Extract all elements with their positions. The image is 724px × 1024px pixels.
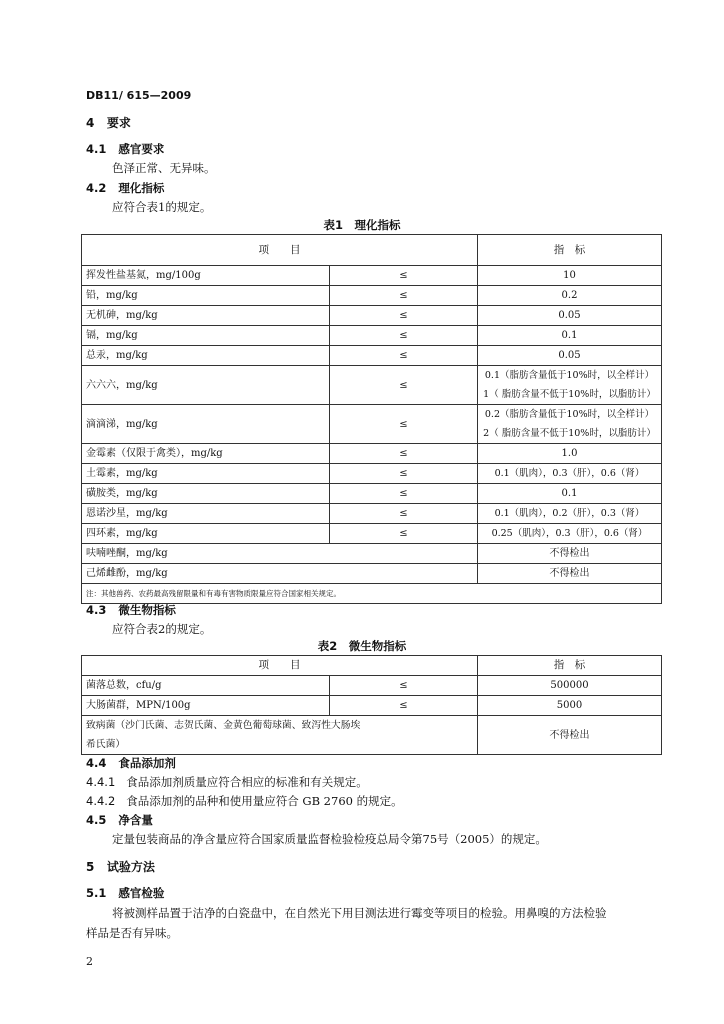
operator-cell: ≤ bbox=[330, 504, 478, 524]
value-cell: 不得检出 bbox=[478, 564, 662, 584]
section-title: 试验方法 bbox=[106, 860, 155, 874]
section-number: 4.4 bbox=[86, 756, 107, 770]
item-cell: 磺胺类，mg/kg bbox=[82, 484, 330, 504]
table-row bbox=[82, 266, 662, 286]
operator-cell: ≤ bbox=[330, 366, 478, 405]
table-row bbox=[82, 544, 662, 564]
item-cell: 铅，mg/kg bbox=[82, 286, 330, 306]
value-cell: 0.25（肌肉），0.3（肝），0.6（肾） bbox=[478, 524, 662, 544]
operator-cell: ≤ bbox=[330, 405, 478, 444]
value-cell: 不得检出 bbox=[478, 544, 662, 564]
section-title: 微生物指标 bbox=[118, 603, 176, 617]
section-title: 感官检验 bbox=[118, 886, 165, 900]
table-row bbox=[82, 564, 662, 584]
operator-cell: ≤ bbox=[330, 286, 478, 306]
section-4-3-body: 应符合表2的规定。 bbox=[112, 622, 212, 636]
section-number: 4.4.2 bbox=[86, 794, 116, 808]
item-cell: 金霉素（仅限于禽类），mg/kg bbox=[82, 444, 330, 464]
section-title: 净含量 bbox=[118, 813, 153, 827]
section-title: 食品添加剂 bbox=[118, 756, 176, 770]
section-body: 食品添加剂质量应符合相应的标准和有关规定。 bbox=[126, 775, 368, 789]
value-cell: 5000 bbox=[478, 696, 662, 716]
value-cell: 0.05 bbox=[478, 306, 662, 326]
item-cell: 挥发性盐基氮，mg/100g bbox=[82, 266, 330, 286]
value-cell: 500000 bbox=[478, 676, 662, 696]
section-number: 4 bbox=[86, 116, 95, 130]
section-title: 要求 bbox=[106, 116, 131, 130]
value-cell bbox=[478, 405, 662, 444]
operator-cell: ≤ bbox=[330, 676, 478, 696]
value-cell: 0.05 bbox=[478, 346, 662, 366]
table-row bbox=[82, 306, 662, 326]
section-4-4-heading bbox=[86, 755, 176, 771]
item-cell: 总汞，mg/kg bbox=[82, 346, 330, 366]
value-cell: 1.0 bbox=[478, 444, 662, 464]
value-cell: 0.1 bbox=[478, 326, 662, 346]
section-4-2-heading bbox=[86, 180, 164, 196]
table-row bbox=[82, 676, 662, 696]
operator-cell: ≤ bbox=[330, 484, 478, 504]
operator-cell: ≤ bbox=[330, 524, 478, 544]
section-number: 4.5 bbox=[86, 813, 107, 827]
section-4-5-body: 定量包装商品的净含量应符合国家质量监督检验检疫总局令第75号（2005）的规定。 bbox=[112, 832, 547, 846]
table-1 bbox=[81, 234, 662, 604]
item-cell: 四环素，mg/kg bbox=[82, 524, 330, 544]
table-row bbox=[82, 696, 662, 716]
section-4-5-heading bbox=[86, 812, 153, 828]
section-5-heading bbox=[86, 858, 155, 875]
value-cell: 0.1 bbox=[478, 484, 662, 504]
section-4-1-body: 色泽正常、无异味。 bbox=[112, 161, 216, 175]
item-cell bbox=[82, 716, 478, 755]
item-line: 致病菌（沙门氏菌、志贺氏菌、金黄色葡萄球菌、致泻性大肠埃 bbox=[86, 720, 361, 731]
value-line: 0.1（脂肪含量低于10%时，以全样计） bbox=[484, 370, 655, 381]
section-4-4-2 bbox=[86, 793, 403, 809]
value-line: 1（ 脂肪含量不低于10%时，以脂肪计） bbox=[483, 389, 656, 400]
table-2 bbox=[81, 655, 662, 755]
section-number: 5.1 bbox=[86, 886, 107, 900]
table-row bbox=[82, 504, 662, 524]
section-number: 5 bbox=[86, 860, 95, 874]
table-2-caption: 表2 微生物指标 bbox=[317, 639, 407, 653]
section-4-heading bbox=[86, 114, 131, 131]
value-cell: 10 bbox=[478, 266, 662, 286]
operator-cell: ≤ bbox=[330, 696, 478, 716]
value-cell: 0.2 bbox=[478, 286, 662, 306]
item-cell: 己烯雌酚，mg/kg bbox=[82, 564, 478, 584]
value-cell bbox=[478, 366, 662, 405]
column-header-index: 指 标 bbox=[478, 656, 662, 676]
section-4-3-heading bbox=[86, 602, 176, 618]
section-4-2-body: 应符合表1的规定。 bbox=[112, 200, 212, 214]
section-number: 4.4.1 bbox=[86, 775, 116, 789]
section-title: 理化指标 bbox=[118, 181, 165, 195]
item-cell: 大肠菌群，MPN/100g bbox=[82, 696, 330, 716]
item-cell: 菌落总数，cfu/g bbox=[82, 676, 330, 696]
item-cell: 土霉素，mg/kg bbox=[82, 464, 330, 484]
table-row bbox=[82, 716, 662, 755]
section-number: 4.2 bbox=[86, 181, 107, 195]
value-line: 0.2（脂肪含量低于10%时，以全样计） bbox=[484, 409, 655, 420]
operator-cell: ≤ bbox=[330, 326, 478, 346]
item-cell: 六六六，mg/kg bbox=[82, 366, 330, 405]
value-cell: 0.1（肌肉），0.3（肝），0.6（肾） bbox=[478, 464, 662, 484]
column-header-item: 项 目 bbox=[82, 656, 478, 676]
table-row bbox=[82, 346, 662, 366]
item-cell: 滴滴涕，mg/kg bbox=[82, 405, 330, 444]
table-note: 注：其他兽药、农药最高残留限量和有毒有害物质限量应符合国家相关规定。 bbox=[82, 584, 662, 604]
operator-cell: ≤ bbox=[330, 464, 478, 484]
section-number: 4.1 bbox=[86, 142, 107, 156]
section-body: 食品添加剂的品种和使用量应符合 GB 2760 的规定。 bbox=[126, 794, 403, 808]
operator-cell: ≤ bbox=[330, 346, 478, 366]
section-4-1-heading bbox=[86, 141, 164, 157]
item-cell: 呋喃唑酮，mg/kg bbox=[82, 544, 478, 564]
table-row bbox=[82, 444, 662, 464]
column-header-item: 项 目 bbox=[82, 235, 478, 266]
value-line: 2（ 脂肪含量不低于10%时，以脂肪计） bbox=[483, 428, 656, 439]
value-cell: 0.1（肌肉），0.2（肝），0.3（肾） bbox=[478, 504, 662, 524]
section-5-1-body-line-1: 将被测样品置于洁净的白瓷盘中，在自然光下用目测法进行霉变等项目的检验。用鼻嗅的方法检验 bbox=[112, 906, 607, 920]
column-header-index: 指 标 bbox=[478, 235, 662, 266]
section-number: 4.3 bbox=[86, 603, 107, 617]
section-title: 感官要求 bbox=[118, 142, 165, 156]
page-number: 2 bbox=[86, 955, 93, 968]
operator-cell: ≤ bbox=[330, 306, 478, 326]
table-note-row bbox=[82, 584, 662, 604]
document-code: DB11/ 615—2009 bbox=[86, 89, 192, 102]
operator-cell: ≤ bbox=[330, 266, 478, 286]
table-row bbox=[82, 366, 662, 405]
value-cell: 不得检出 bbox=[478, 716, 662, 755]
section-5-1-body-line-2: 样品是否有异味。 bbox=[86, 926, 178, 940]
table-row bbox=[82, 405, 662, 444]
section-4-4-1 bbox=[86, 774, 368, 790]
section-5-1-heading bbox=[86, 885, 164, 901]
item-cell: 无机砷，mg/kg bbox=[82, 306, 330, 326]
table-row bbox=[82, 464, 662, 484]
table-row bbox=[82, 484, 662, 504]
table-1-caption: 表1 理化指标 bbox=[323, 218, 401, 232]
table-row bbox=[82, 524, 662, 544]
item-cell: 恩诺沙星，mg/kg bbox=[82, 504, 330, 524]
table-row bbox=[82, 286, 662, 306]
item-cell: 镉，mg/kg bbox=[82, 326, 330, 346]
operator-cell: ≤ bbox=[330, 444, 478, 464]
table-row bbox=[82, 326, 662, 346]
item-line: 希氏菌） bbox=[86, 739, 126, 750]
